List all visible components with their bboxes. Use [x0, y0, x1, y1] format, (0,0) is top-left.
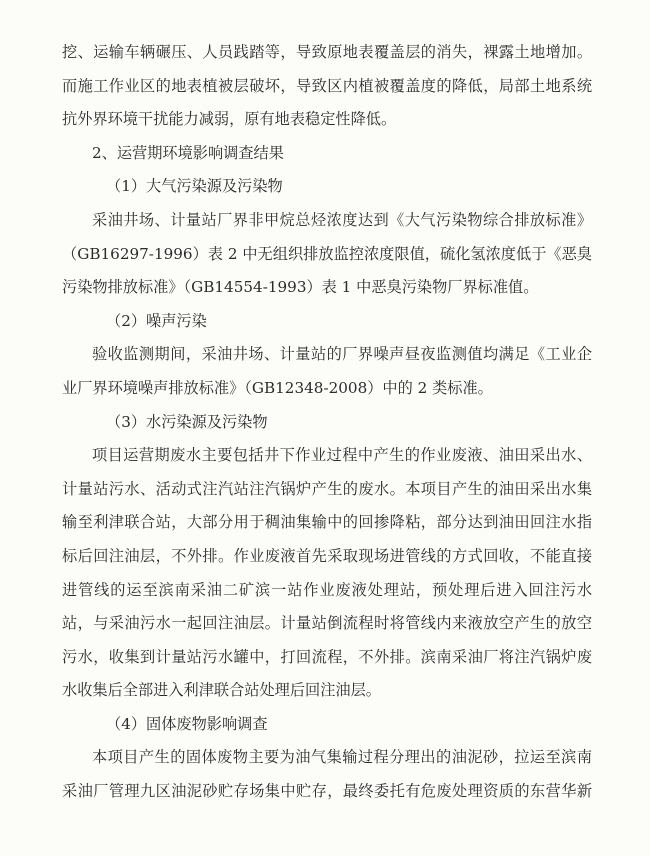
text-line: 计量站污水、活动式注汽站注汽锅炉产生的废水。本项目产生的油田采出水集: [62, 479, 592, 498]
text-line: 水收集后全部进入利津联合站处理后回注油层。: [62, 681, 381, 700]
text-line: 污染物排放标准》（GB14554-1993）表 1 中恶臭污染物厂界标准值。: [62, 278, 539, 297]
text-line: 业厂界环境噪声排放标准》（GB12348-2008）中的 2 类标准。: [62, 378, 493, 397]
text-line: 本项目产生的固体废物主要为油气集输过程分理出的油泥砂，拉运至滨南: [92, 748, 592, 767]
text-line: 抗外界环境干扰能力减弱，原有地表稳定性降低。: [62, 110, 397, 129]
document-body: [62, 36, 592, 809]
text-line: 输至利津联合站，大部分用于稠油集输中的回掺降粘，部分达到油田回注水指: [62, 513, 592, 532]
subsection-heading: （3）水污染源及污染物: [106, 412, 268, 431]
text-line: 进管线的运至滨南采油二矿滨一站作业废液处理站，预处理后进入回注污水: [62, 580, 592, 599]
text-line: 站，与采油污水一起回注油层。计量站倒流程时将管线内来液放空产生的放空: [62, 614, 592, 633]
text-line: （GB16297-1996）表 2 中无组织排放监控浓度限值，硫化氢浓度低于《恶臭: [62, 244, 592, 263]
text-line: 而施工作业区的地表植被层破坏，导致区内植被覆盖度的降低，局部土地系统: [62, 76, 592, 95]
text-line: 采油厂管理九区油泥砂贮存场集中贮存，最终委托有危废处理资质的东营华新: [62, 782, 592, 801]
subsection-heading: （2）噪声污染: [106, 311, 207, 330]
text-line: 污水，收集到计量站污水罐中，打回流程，不外排。滨南采油厂将注汽锅炉废: [62, 647, 592, 666]
subsection-heading: （1）大气污染源及污染物: [106, 177, 283, 196]
text-line: 标后回注油层，不外排。作业废液首先采取现场进管线的方式回收，不能直接: [62, 546, 592, 565]
text-line: 项目运营期废水主要包括井下作业过程中产生的作业废液、油田采出水、: [92, 446, 592, 465]
text-line: 验收监测期间，采油井场、计量站的厂界噪声昼夜监测值均满足《工业企: [92, 345, 592, 364]
section-heading: 2、运营期环境影响调查结果: [92, 143, 284, 162]
subsection-heading: （4）固体废物影响调查: [106, 714, 268, 733]
text-line: 挖、运输车辆碾压、人员践踏等，导致原地表覆盖层的消失，裸露土地增加。: [62, 43, 592, 61]
text-line: 采油井场、计量站厂界非甲烷总烃浓度达到《大气污染物综合排放标准》: [92, 210, 592, 229]
